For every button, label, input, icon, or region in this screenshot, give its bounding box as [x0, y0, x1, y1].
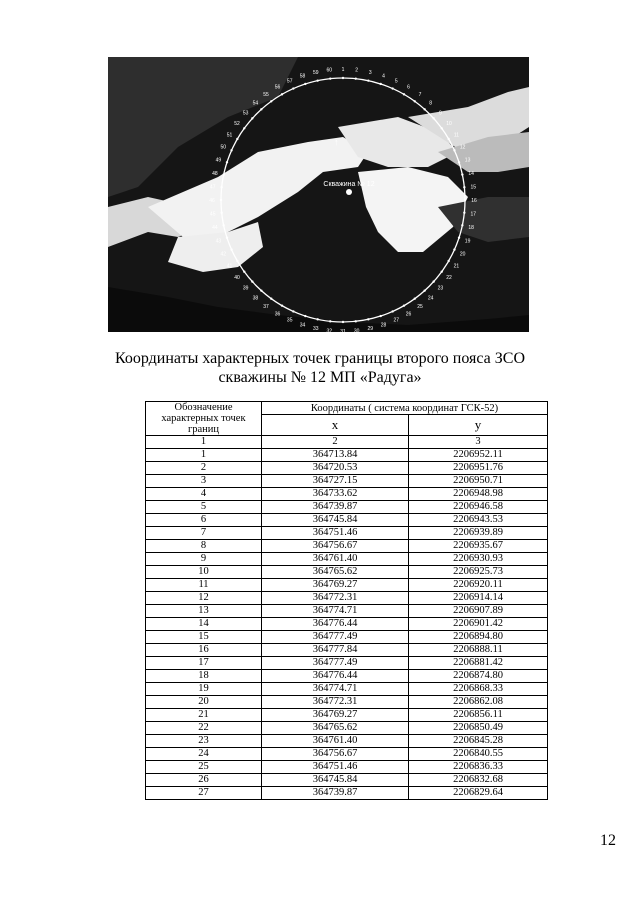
y-coordinate-cell: 2206935.67: [409, 540, 548, 553]
table-row: [146, 501, 548, 514]
point-number-cell: 3: [146, 475, 262, 488]
boundary-point: [403, 93, 405, 95]
point-number-cell: 22: [146, 722, 262, 735]
index-cell: 3: [409, 436, 548, 449]
point-number-cell: 5: [146, 501, 262, 514]
boundary-point: [367, 318, 369, 320]
x-coordinate-cell: 364777.49: [262, 631, 409, 644]
x-coordinate-cell: 364776.44: [262, 670, 409, 683]
boundary-point: [304, 83, 306, 85]
boundary-point: [251, 117, 253, 119]
x-coordinate-cell: 364772.31: [262, 592, 409, 605]
well-marker: [346, 189, 352, 195]
point-number-cell: 7: [146, 527, 262, 540]
boundary-point-label: 31: [340, 329, 346, 332]
y-coordinate-cell: 2206907.89: [409, 605, 548, 618]
boundary-point-label: 54: [252, 100, 259, 107]
x-coordinate-cell: 364776.44: [262, 618, 409, 631]
boundary-point-label: 51: [226, 132, 233, 139]
y-coordinate-cell: 2206920.11: [409, 579, 548, 592]
boundary-point: [463, 212, 465, 214]
x-coordinate-cell: 364769.27: [262, 709, 409, 722]
point-number-cell: 10: [146, 566, 262, 579]
boundary-point-label: 13: [464, 157, 471, 164]
table-row: [146, 787, 548, 800]
boundary-point-label: 6: [407, 84, 410, 91]
boundary-point: [260, 108, 262, 110]
table-row: [146, 449, 548, 462]
boundary-point-label: 15: [470, 184, 477, 191]
index-cell: 1: [146, 436, 262, 449]
boundary-point-label: 58: [299, 73, 306, 80]
boundary-point-label: 18: [468, 225, 474, 232]
x-coordinate-cell: 364765.62: [262, 722, 409, 735]
y-coordinate-cell: 2206874.80: [409, 670, 548, 683]
y-coordinate-cell: 2206925.73: [409, 566, 548, 579]
boundary-point-label: 10: [446, 121, 452, 128]
boundary-point: [270, 298, 272, 300]
header-y: y: [409, 415, 548, 436]
boundary-point: [230, 248, 232, 250]
x-coordinate-cell: 364733.62: [262, 488, 409, 501]
boundary-point: [342, 77, 344, 79]
y-coordinate-cell: 2206856.11: [409, 709, 548, 722]
table-row: [146, 722, 548, 735]
boundary-point: [414, 100, 416, 102]
table-row: [146, 696, 548, 709]
point-number-cell: 20: [146, 696, 262, 709]
boundary-point-label: 49: [215, 157, 222, 164]
boundary-point-label: 11: [453, 132, 460, 139]
y-coordinate-cell: 2206832.68: [409, 774, 548, 787]
point-number-cell: 24: [146, 748, 262, 761]
y-coordinate-cell: 2206862.08: [409, 696, 548, 709]
boundary-point: [432, 117, 434, 119]
x-coordinate-cell: 364774.71: [262, 605, 409, 618]
boundary-point-label: 55: [263, 92, 269, 99]
table-row: [146, 553, 548, 566]
point-number-cell: 17: [146, 657, 262, 670]
boundary-point: [355, 320, 357, 322]
boundary-point-label: 16: [471, 198, 477, 204]
boundary-point: [222, 224, 224, 226]
boundary-point: [316, 79, 318, 81]
boundary-point-label: 57: [286, 78, 293, 85]
x-coordinate-cell: 364756.67: [262, 540, 409, 553]
point-number-cell: 13: [146, 605, 262, 618]
boundary-point: [453, 149, 455, 151]
y-coordinate-cell: 2206868.33: [409, 683, 548, 696]
y-coordinate-cell: 2206943.53: [409, 514, 548, 527]
table-row: [146, 592, 548, 605]
boundary-point-label: 36: [274, 311, 281, 318]
header-x: x: [262, 415, 409, 436]
boundary-point: [423, 289, 425, 291]
point-number-cell: 6: [146, 514, 262, 527]
boundary-point: [304, 315, 306, 317]
table-row: [146, 475, 548, 488]
point-number-cell: 25: [146, 761, 262, 774]
x-coordinate-cell: 364761.40: [262, 735, 409, 748]
boundary-point-label: 19: [464, 238, 471, 245]
index-cell: 2: [262, 436, 409, 449]
boundary-point: [292, 310, 294, 312]
boundary-point: [461, 224, 463, 226]
boundary-point-label: 22: [446, 274, 452, 281]
point-number-cell: 9: [146, 553, 262, 566]
boundary-point: [463, 186, 465, 188]
point-number-cell: 19: [146, 683, 262, 696]
x-coordinate-cell: 364761.40: [262, 553, 409, 566]
x-coordinate-cell: 364739.87: [262, 501, 409, 514]
boundary-point: [251, 280, 253, 282]
table-row: [146, 579, 548, 592]
boundary-point-label: 42: [220, 251, 227, 258]
table-row: [146, 761, 548, 774]
x-coordinate-cell: 364745.84: [262, 514, 409, 527]
table-row: [146, 618, 548, 631]
table-caption: [110, 349, 530, 387]
boundary-point-label: 44: [212, 225, 218, 232]
table-row: [146, 657, 548, 670]
y-coordinate-cell: 2206845.28: [409, 735, 548, 748]
point-number-cell: 15: [146, 631, 262, 644]
boundary-point: [380, 83, 382, 85]
boundary-point-label: 47: [209, 184, 216, 191]
boundary-point-label: 12: [459, 144, 466, 151]
table-body: [146, 449, 548, 800]
point-number-cell: 12: [146, 592, 262, 605]
y-coordinate-cell: 2206836.33: [409, 761, 548, 774]
point-number-cell: 21: [146, 709, 262, 722]
table-row: [146, 631, 548, 644]
boundary-point-label: 39: [242, 285, 249, 292]
boundary-point-label: 37: [263, 303, 269, 310]
boundary-point: [220, 199, 222, 201]
boundary-point: [220, 186, 222, 188]
table-row: [146, 540, 548, 553]
table-row: [146, 735, 548, 748]
x-coordinate-cell: 364772.31: [262, 696, 409, 709]
table-row: [146, 683, 548, 696]
boundary-point-label: 3: [368, 69, 372, 76]
boundary-point-label: 9: [438, 110, 442, 117]
boundary-point: [260, 289, 262, 291]
boundary-point-label: 41: [226, 263, 233, 270]
boundary-point: [423, 108, 425, 110]
map-svg: [108, 57, 529, 332]
x-coordinate-cell: 364727.15: [262, 475, 409, 488]
table-row: [146, 748, 548, 761]
coordinates-table: [145, 401, 548, 800]
boundary-point: [226, 161, 228, 163]
y-coordinate-cell: 2206894.80: [409, 631, 548, 644]
boundary-point: [453, 248, 455, 250]
boundary-point: [226, 237, 228, 239]
boundary-point: [403, 304, 405, 306]
x-coordinate-cell: 364751.46: [262, 527, 409, 540]
boundary-point: [329, 77, 331, 79]
boundary-point-label: 1: [341, 67, 345, 73]
boundary-point-label: 53: [242, 110, 249, 117]
boundary-point: [391, 87, 393, 89]
boundary-point: [355, 77, 357, 79]
x-coordinate-cell: 364745.84: [262, 774, 409, 787]
boundary-point-label: 8: [429, 100, 433, 107]
point-number-cell: 11: [146, 579, 262, 592]
boundary-point-label: 32: [326, 328, 333, 332]
point-number-cell: 16: [146, 644, 262, 657]
point-number-cell: 8: [146, 540, 262, 553]
y-coordinate-cell: 2206951.76: [409, 462, 548, 475]
table-row: [146, 462, 548, 475]
point-number-cell: 14: [146, 618, 262, 631]
caption-line-1: Координаты характерных точек границы второго пояса ЗСО: [114, 350, 526, 367]
boundary-point: [281, 304, 283, 306]
y-coordinate-cell: 2206952.11: [409, 449, 548, 462]
boundary-point: [243, 127, 245, 129]
boundary-point: [243, 271, 245, 273]
boundary-point-label: 24: [427, 295, 434, 302]
boundary-point-label: 25: [417, 303, 423, 310]
boundary-point-label: 34: [299, 322, 306, 329]
table-row: [146, 774, 548, 787]
boundary-point-label: 45: [209, 211, 216, 218]
page-number: 12: [600, 832, 616, 849]
point-number-cell: 2: [146, 462, 262, 475]
point-number-cell: 1: [146, 449, 262, 462]
y-coordinate-cell: 2206939.89: [409, 527, 548, 540]
boundary-point: [236, 260, 238, 262]
table-row: [146, 527, 548, 540]
x-coordinate-cell: 364777.84: [262, 644, 409, 657]
x-coordinate-cell: 364739.87: [262, 787, 409, 800]
point-number-cell: 27: [146, 787, 262, 800]
y-coordinate-cell: 2206850.49: [409, 722, 548, 735]
boundary-point-label: 23: [437, 285, 444, 292]
x-coordinate-cell: 364751.46: [262, 761, 409, 774]
north-marker: ↑: [334, 137, 339, 147]
boundary-point: [447, 138, 449, 140]
table-row: [146, 566, 548, 579]
boundary-point-label: 40: [234, 274, 240, 281]
boundary-point-label: 17: [470, 211, 477, 218]
y-coordinate-cell: 2206948.98: [409, 488, 548, 501]
boundary-point-label: 29: [367, 326, 374, 332]
boundary-point-label: 43: [215, 238, 222, 245]
boundary-point-label: 50: [220, 144, 227, 151]
y-coordinate-cell: 2206888.11: [409, 644, 548, 657]
boundary-point-label: 52: [234, 121, 240, 128]
boundary-point-label: 46: [209, 198, 215, 204]
boundary-point-label: 2: [355, 67, 359, 74]
boundary-point-label: 28: [380, 322, 387, 329]
boundary-point-label: 4: [382, 73, 385, 80]
boundary-point-label: 30: [353, 328, 360, 332]
table-row: [146, 670, 548, 683]
boundary-point-label: 38: [252, 295, 259, 302]
point-number-cell: 18: [146, 670, 262, 683]
point-number-cell: 23: [146, 735, 262, 748]
y-coordinate-cell: 2206946.58: [409, 501, 548, 514]
boundary-point-label: 14: [468, 170, 474, 177]
boundary-point: [447, 260, 449, 262]
boundary-point: [230, 149, 232, 151]
boundary-point: [236, 138, 238, 140]
boundary-point-label: 21: [453, 263, 460, 270]
boundary-point: [292, 87, 294, 89]
y-coordinate-cell: 2206914.14: [409, 592, 548, 605]
boundary-point-label: 33: [312, 326, 319, 332]
point-number-cell: 26: [146, 774, 262, 787]
boundary-point-label: 35: [286, 317, 293, 324]
boundary-point: [342, 321, 344, 323]
boundary-point-label: 59: [312, 69, 319, 76]
x-coordinate-cell: 364774.71: [262, 683, 409, 696]
y-coordinate-cell: 2206881.42: [409, 657, 548, 670]
boundary-point: [432, 280, 434, 282]
table-row: [146, 488, 548, 501]
boundary-point-label: 60: [326, 67, 333, 74]
y-coordinate-cell: 2206829.64: [409, 787, 548, 800]
index-row: [146, 436, 548, 449]
table-row: [146, 514, 548, 527]
boundary-point: [441, 271, 443, 273]
point-number-cell: 4: [146, 488, 262, 501]
caption-line-2: скважины № 12 МП «Радуга»: [218, 369, 422, 386]
well-label: Скважина № 12: [323, 181, 375, 188]
y-coordinate-cell: 2206840.55: [409, 748, 548, 761]
boundary-point-label: 48: [212, 170, 218, 177]
boundary-point: [380, 315, 382, 317]
header-designation: Обозначение характерных точек границ: [146, 402, 262, 436]
boundary-point: [222, 173, 224, 175]
boundary-point: [464, 199, 466, 201]
x-coordinate-cell: 364769.27: [262, 579, 409, 592]
boundary-point: [391, 310, 393, 312]
boundary-point: [270, 100, 272, 102]
boundary-point-label: 5: [394, 78, 398, 85]
x-coordinate-cell: 364713.84: [262, 449, 409, 462]
y-coordinate-cell: 2206901.42: [409, 618, 548, 631]
boundary-point-label: 27: [393, 317, 400, 324]
site-map-image: [108, 57, 529, 332]
x-coordinate-cell: 364756.67: [262, 748, 409, 761]
table-row: [146, 709, 548, 722]
boundary-point-label: 56: [274, 84, 281, 91]
boundary-point: [220, 212, 222, 214]
boundary-point-label: 7: [418, 92, 422, 99]
x-coordinate-cell: 364765.62: [262, 566, 409, 579]
y-coordinate-cell: 2206950.71: [409, 475, 548, 488]
y-coordinate-cell: 2206930.93: [409, 553, 548, 566]
boundary-point-label: 26: [405, 311, 412, 318]
header-coordinates: Координаты ( система координат ГСК-52): [262, 402, 548, 415]
boundary-point: [367, 79, 369, 81]
boundary-point: [329, 320, 331, 322]
boundary-point-label: 20: [459, 251, 466, 258]
boundary-point: [458, 237, 460, 239]
boundary-point: [316, 318, 318, 320]
boundary-point: [281, 93, 283, 95]
boundary-point: [461, 173, 463, 175]
x-coordinate-cell: 364720.53: [262, 462, 409, 475]
boundary-point: [441, 127, 443, 129]
x-coordinate-cell: 364777.49: [262, 657, 409, 670]
boundary-point: [458, 161, 460, 163]
table-row: [146, 644, 548, 657]
table-row: [146, 605, 548, 618]
boundary-point: [414, 298, 416, 300]
